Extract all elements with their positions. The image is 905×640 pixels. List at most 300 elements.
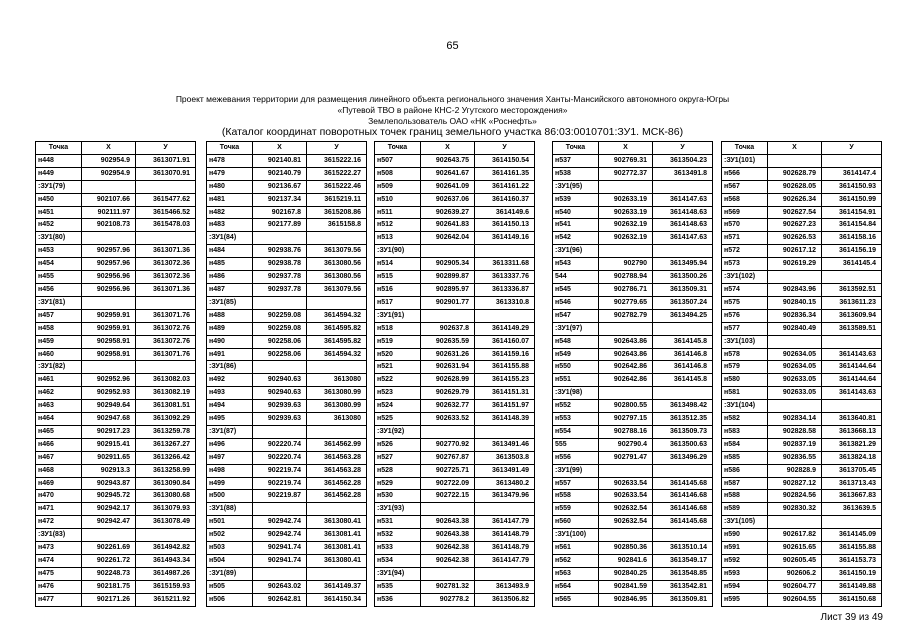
x-cell: 902836.55 bbox=[768, 451, 822, 464]
y-cell: 3614156.19 bbox=[822, 245, 882, 258]
point-cell: н502 bbox=[207, 529, 253, 542]
y-cell bbox=[475, 309, 535, 322]
col-point-header: Точка bbox=[722, 142, 768, 155]
point-cell: :ЗУ1(89) bbox=[207, 567, 253, 580]
x-cell: 902788.16 bbox=[599, 425, 653, 438]
y-cell: 3614943.34 bbox=[136, 555, 196, 568]
x-cell: 902639.27 bbox=[421, 206, 475, 219]
y-cell: 3613072.76 bbox=[136, 322, 196, 335]
y-cell: 3613071.76 bbox=[136, 309, 196, 322]
y-cell bbox=[653, 464, 713, 477]
y-cell: 3614150.34 bbox=[307, 593, 367, 606]
point-cell: н463 bbox=[36, 400, 82, 413]
point-cell: н453 bbox=[36, 245, 82, 258]
y-cell: 3613080.68 bbox=[136, 490, 196, 503]
sheet-counter: Лист 39 из 49 bbox=[820, 612, 883, 623]
y-cell: 3613821.29 bbox=[822, 438, 882, 451]
x-cell: 902837.19 bbox=[768, 438, 822, 451]
point-cell: н523 bbox=[375, 387, 421, 400]
y-cell: 3613542.81 bbox=[653, 580, 713, 593]
point-cell: :ЗУ1(95) bbox=[553, 180, 599, 193]
x-cell: 902605.45 bbox=[768, 555, 822, 568]
y-cell: 3615222.16 bbox=[307, 154, 367, 167]
x-cell: 902778.2 bbox=[421, 593, 475, 606]
x-cell: 902107.66 bbox=[82, 193, 136, 206]
table-row bbox=[36, 232, 196, 245]
point-cell: н483 bbox=[207, 219, 253, 232]
table-row bbox=[375, 400, 535, 413]
point-cell: н490 bbox=[207, 335, 253, 348]
x-cell bbox=[599, 180, 653, 193]
x-cell: 902943.87 bbox=[82, 477, 136, 490]
x-cell: 902167.8 bbox=[253, 206, 307, 219]
table-row bbox=[553, 283, 713, 296]
table-row bbox=[553, 425, 713, 438]
point-cell: н546 bbox=[553, 296, 599, 309]
y-cell: 3613079.93 bbox=[136, 503, 196, 516]
table-row bbox=[722, 361, 882, 374]
y-cell: 3614150.13 bbox=[475, 219, 535, 232]
y-cell: 3614149.88 bbox=[822, 580, 882, 593]
table-row bbox=[207, 271, 367, 284]
table-row bbox=[36, 555, 196, 568]
x-cell: 902261.72 bbox=[82, 555, 136, 568]
point-cell: н565 bbox=[553, 593, 599, 606]
table-row bbox=[207, 193, 367, 206]
table-row bbox=[36, 542, 196, 555]
x-cell: 902642.81 bbox=[253, 593, 307, 606]
table-row bbox=[722, 245, 882, 258]
y-cell: 3613510.14 bbox=[653, 542, 713, 555]
point-cell: :ЗУ1(103) bbox=[722, 335, 768, 348]
x-cell: 902901.77 bbox=[421, 296, 475, 309]
y-cell: 3613266.42 bbox=[136, 451, 196, 464]
table-row bbox=[553, 413, 713, 426]
y-cell: 3614155.88 bbox=[475, 361, 535, 374]
table-row bbox=[722, 567, 882, 580]
table-row bbox=[36, 516, 196, 529]
table-row bbox=[207, 593, 367, 606]
table-row bbox=[722, 438, 882, 451]
table-row bbox=[722, 516, 882, 529]
point-cell: н528 bbox=[375, 464, 421, 477]
table-row bbox=[553, 387, 713, 400]
table-row bbox=[207, 348, 367, 361]
table-row bbox=[36, 193, 196, 206]
x-cell: 902952.93 bbox=[82, 387, 136, 400]
x-cell: 902940.63 bbox=[253, 374, 307, 387]
table-row bbox=[207, 580, 367, 593]
point-cell: н556 bbox=[553, 451, 599, 464]
table-row bbox=[722, 464, 882, 477]
x-cell: 902637.06 bbox=[421, 193, 475, 206]
y-cell: 3613549.17 bbox=[653, 555, 713, 568]
point-cell: н593 bbox=[722, 567, 768, 580]
y-cell bbox=[653, 322, 713, 335]
table-row bbox=[722, 529, 882, 542]
x-cell: 902642.04 bbox=[421, 232, 475, 245]
table-row bbox=[553, 464, 713, 477]
x-cell bbox=[599, 464, 653, 477]
y-cell: 3613090.84 bbox=[136, 477, 196, 490]
table-row bbox=[722, 258, 882, 271]
table-row bbox=[375, 283, 535, 296]
table-row bbox=[375, 503, 535, 516]
table-row bbox=[207, 438, 367, 451]
y-cell: 3614145.68 bbox=[653, 516, 713, 529]
y-cell: 3613494.25 bbox=[653, 309, 713, 322]
table-row bbox=[553, 206, 713, 219]
x-cell: 902641.83 bbox=[421, 219, 475, 232]
x-cell: 902643.38 bbox=[421, 516, 475, 529]
table-row bbox=[553, 438, 713, 451]
point-cell: н561 bbox=[553, 542, 599, 555]
y-cell: 3613071.76 bbox=[136, 348, 196, 361]
table-row bbox=[722, 167, 882, 180]
y-cell: 3613070.91 bbox=[136, 167, 196, 180]
y-cell: 3614159.16 bbox=[475, 348, 535, 361]
y-cell: 3614146.68 bbox=[653, 490, 713, 503]
x-cell: 902937.78 bbox=[253, 283, 307, 296]
point-cell: :ЗУ1(98) bbox=[553, 387, 599, 400]
table-row bbox=[375, 322, 535, 335]
y-cell: 3614161.22 bbox=[475, 180, 535, 193]
table-row bbox=[553, 180, 713, 193]
point-cell: н476 bbox=[36, 580, 82, 593]
point-cell: н506 bbox=[207, 593, 253, 606]
point-cell: н578 bbox=[722, 348, 768, 361]
x-cell: 902895.97 bbox=[421, 283, 475, 296]
x-cell: 902633.52 bbox=[421, 413, 475, 426]
point-cell: н455 bbox=[36, 271, 82, 284]
y-cell bbox=[307, 425, 367, 438]
table-row bbox=[36, 451, 196, 464]
x-cell: 902790 bbox=[599, 258, 653, 271]
point-cell: н570 bbox=[722, 219, 768, 232]
table-row bbox=[207, 154, 367, 167]
col-point-header: Точка bbox=[36, 142, 82, 155]
y-cell: 3613310.8 bbox=[475, 296, 535, 309]
y-cell: 3613480.2 bbox=[475, 477, 535, 490]
point-cell: н562 bbox=[553, 555, 599, 568]
point-cell: н479 bbox=[207, 167, 253, 180]
x-cell: 902782.79 bbox=[599, 309, 653, 322]
x-cell bbox=[768, 400, 822, 413]
y-cell: 3613258.99 bbox=[136, 464, 196, 477]
y-cell bbox=[307, 232, 367, 245]
y-cell: 3614563.28 bbox=[307, 451, 367, 464]
y-cell: 3614562.28 bbox=[307, 490, 367, 503]
point-cell: н493 bbox=[207, 387, 253, 400]
x-cell: 902220.74 bbox=[253, 438, 307, 451]
table-row bbox=[722, 477, 882, 490]
y-cell: 3614594.32 bbox=[307, 309, 367, 322]
point-cell: н470 bbox=[36, 490, 82, 503]
y-cell bbox=[822, 154, 882, 167]
table-row bbox=[553, 555, 713, 568]
x-cell: 902632.77 bbox=[421, 400, 475, 413]
table-row bbox=[553, 400, 713, 413]
point-cell: н458 bbox=[36, 322, 82, 335]
y-cell: 3614154.91 bbox=[822, 206, 882, 219]
point-cell: н563 bbox=[553, 567, 599, 580]
y-cell: 3614145.8 bbox=[653, 335, 713, 348]
header-line-2: «Путевой ТВО в районе КНС-2 Угутского месторождения» bbox=[337, 105, 568, 115]
x-cell: 902634.05 bbox=[768, 348, 822, 361]
point-cell: н582 bbox=[722, 413, 768, 426]
point-cell: н585 bbox=[722, 451, 768, 464]
table-row bbox=[207, 516, 367, 529]
y-cell: 3614148.39 bbox=[475, 413, 535, 426]
col-point-header: Точка bbox=[375, 142, 421, 155]
y-cell: 3614154.84 bbox=[822, 219, 882, 232]
point-cell: н467 bbox=[36, 451, 82, 464]
table-row bbox=[36, 219, 196, 232]
y-cell: 3613639.5 bbox=[822, 503, 882, 516]
x-cell: 902840.25 bbox=[599, 567, 653, 580]
table-row bbox=[375, 374, 535, 387]
x-cell bbox=[421, 309, 475, 322]
table-row bbox=[553, 567, 713, 580]
x-cell bbox=[82, 232, 136, 245]
table-row bbox=[36, 490, 196, 503]
table-row bbox=[36, 245, 196, 258]
y-cell: 3615219.11 bbox=[307, 193, 367, 206]
point-cell: н532 bbox=[375, 529, 421, 542]
table-row bbox=[553, 593, 713, 606]
x-cell: 902641.09 bbox=[421, 180, 475, 193]
point-cell: :ЗУ1(100) bbox=[553, 529, 599, 542]
point-cell: н504 bbox=[207, 555, 253, 568]
y-cell: 3613082.03 bbox=[136, 374, 196, 387]
point-cell: н542 bbox=[553, 232, 599, 245]
point-cell: н496 bbox=[207, 438, 253, 451]
x-cell bbox=[421, 567, 475, 580]
table-row bbox=[207, 322, 367, 335]
table-row bbox=[375, 477, 535, 490]
x-cell: 902947.68 bbox=[82, 413, 136, 426]
coordinate-table-4 bbox=[552, 141, 713, 607]
x-cell: 902772.37 bbox=[599, 167, 653, 180]
table-row bbox=[553, 322, 713, 335]
y-cell: 3613071.36 bbox=[136, 245, 196, 258]
table-row bbox=[375, 542, 535, 555]
y-cell: 3614563.28 bbox=[307, 464, 367, 477]
table-row bbox=[722, 193, 882, 206]
point-cell: н520 bbox=[375, 348, 421, 361]
table-row bbox=[553, 219, 713, 232]
col-x-header: X bbox=[421, 142, 475, 155]
y-cell: 3613071.36 bbox=[136, 283, 196, 296]
y-cell: 3614160.37 bbox=[475, 193, 535, 206]
x-cell: 902913.3 bbox=[82, 464, 136, 477]
col-point-header: Точка bbox=[207, 142, 253, 155]
point-cell: н461 bbox=[36, 374, 82, 387]
point-cell: н482 bbox=[207, 206, 253, 219]
x-cell: 902631.26 bbox=[421, 348, 475, 361]
x-cell: 902945.72 bbox=[82, 490, 136, 503]
point-cell: н572 bbox=[722, 245, 768, 258]
x-cell: 902828.9 bbox=[768, 464, 822, 477]
x-cell bbox=[768, 516, 822, 529]
col-point-header: Точка bbox=[553, 142, 599, 155]
point-cell: н448 bbox=[36, 154, 82, 167]
table-row bbox=[722, 232, 882, 245]
table-header-row bbox=[722, 142, 882, 155]
table-row bbox=[207, 245, 367, 258]
table-row bbox=[375, 425, 535, 438]
x-cell: 902958.91 bbox=[82, 348, 136, 361]
table-row bbox=[375, 593, 535, 606]
point-cell: н573 bbox=[722, 258, 768, 271]
point-cell: н589 bbox=[722, 503, 768, 516]
y-cell bbox=[136, 361, 196, 374]
point-cell: н524 bbox=[375, 400, 421, 413]
y-cell: 3614145.4 bbox=[822, 258, 882, 271]
x-cell bbox=[421, 245, 475, 258]
point-cell: н468 bbox=[36, 464, 82, 477]
y-cell: 3613092.29 bbox=[136, 413, 196, 426]
x-cell: 902959.91 bbox=[82, 322, 136, 335]
y-cell bbox=[307, 296, 367, 309]
x-cell: 902632.54 bbox=[599, 516, 653, 529]
table-row bbox=[722, 503, 882, 516]
y-cell bbox=[653, 387, 713, 400]
x-cell: 902633.19 bbox=[599, 193, 653, 206]
x-cell bbox=[82, 361, 136, 374]
x-cell: 902956.96 bbox=[82, 271, 136, 284]
table-header-row bbox=[207, 142, 367, 155]
y-cell bbox=[475, 503, 535, 516]
y-cell: 3613072.36 bbox=[136, 271, 196, 284]
y-cell: 3613640.81 bbox=[822, 413, 882, 426]
point-cell: н452 bbox=[36, 219, 82, 232]
y-cell: 3613705.45 bbox=[822, 464, 882, 477]
table-row bbox=[207, 335, 367, 348]
x-cell: 902800.55 bbox=[599, 400, 653, 413]
y-cell: 3614150.19 bbox=[822, 567, 882, 580]
y-cell: 3613081.51 bbox=[136, 400, 196, 413]
point-cell: н579 bbox=[722, 361, 768, 374]
point-cell: н592 bbox=[722, 555, 768, 568]
x-cell: 902632.19 bbox=[599, 219, 653, 232]
table-row bbox=[375, 296, 535, 309]
y-cell bbox=[307, 503, 367, 516]
x-cell: 902941.74 bbox=[253, 542, 307, 555]
point-cell: н591 bbox=[722, 542, 768, 555]
table-row bbox=[722, 387, 882, 400]
table-row bbox=[375, 193, 535, 206]
x-cell: 902642.86 bbox=[599, 374, 653, 387]
point-cell: н495 bbox=[207, 413, 253, 426]
y-cell: 3615158.8 bbox=[307, 219, 367, 232]
y-cell: 3614143.63 bbox=[822, 348, 882, 361]
x-cell: 902642.38 bbox=[421, 555, 475, 568]
table-row bbox=[553, 271, 713, 284]
y-cell: 3613072.36 bbox=[136, 258, 196, 271]
x-cell: 902248.73 bbox=[82, 567, 136, 580]
point-cell: н559 bbox=[553, 503, 599, 516]
point-cell: н580 bbox=[722, 374, 768, 387]
point-cell: н492 bbox=[207, 374, 253, 387]
y-cell: 3613267.27 bbox=[136, 438, 196, 451]
point-cell: н464 bbox=[36, 413, 82, 426]
point-cell: :ЗУ1(84) bbox=[207, 232, 253, 245]
x-cell bbox=[82, 529, 136, 542]
point-cell: н474 bbox=[36, 555, 82, 568]
point-cell: н567 bbox=[722, 180, 768, 193]
y-cell bbox=[653, 529, 713, 542]
header-line-3: Землепользователь ОАО «НК «Роснефть» bbox=[368, 116, 537, 126]
y-cell: 3613079.56 bbox=[307, 245, 367, 258]
coordinate-table-1 bbox=[35, 141, 196, 607]
table-row bbox=[36, 309, 196, 322]
table-row bbox=[375, 451, 535, 464]
y-cell: 3613589.51 bbox=[822, 322, 882, 335]
x-cell: 902957.96 bbox=[82, 245, 136, 258]
y-cell bbox=[475, 425, 535, 438]
point-cell: н587 bbox=[722, 477, 768, 490]
x-cell: 902171.26 bbox=[82, 593, 136, 606]
y-cell: 3613506.82 bbox=[475, 593, 535, 606]
x-cell: 902791.47 bbox=[599, 451, 653, 464]
table-row bbox=[553, 542, 713, 555]
table-row bbox=[375, 529, 535, 542]
point-cell: н508 bbox=[375, 167, 421, 180]
y-cell: 3613072.76 bbox=[136, 335, 196, 348]
table-row bbox=[207, 206, 367, 219]
y-cell: 3614144.64 bbox=[822, 361, 882, 374]
y-cell: 3614149.29 bbox=[475, 322, 535, 335]
table-row bbox=[722, 154, 882, 167]
y-cell: 3614145.68 bbox=[653, 477, 713, 490]
point-cell: н517 bbox=[375, 296, 421, 309]
table-row bbox=[207, 529, 367, 542]
point-cell: н566 bbox=[722, 167, 768, 180]
x-cell: 902626.53 bbox=[768, 232, 822, 245]
table-row bbox=[36, 503, 196, 516]
point-cell: н510 bbox=[375, 193, 421, 206]
table-row bbox=[722, 374, 882, 387]
y-cell: 3615478.03 bbox=[136, 219, 196, 232]
point-cell: н531 bbox=[375, 516, 421, 529]
table-row bbox=[375, 567, 535, 580]
table-row bbox=[722, 219, 882, 232]
x-cell: 902788.94 bbox=[599, 271, 653, 284]
x-cell: 902958.91 bbox=[82, 335, 136, 348]
x-cell: 902108.73 bbox=[82, 219, 136, 232]
point-cell: н547 bbox=[553, 309, 599, 322]
x-cell: 902633.54 bbox=[599, 477, 653, 490]
table-row bbox=[722, 542, 882, 555]
table-row bbox=[375, 206, 535, 219]
y-cell: 3614942.82 bbox=[136, 542, 196, 555]
x-cell: 902629.79 bbox=[421, 387, 475, 400]
x-cell: 902828.58 bbox=[768, 425, 822, 438]
y-cell: 3613082.19 bbox=[136, 387, 196, 400]
point-cell: н518 bbox=[375, 322, 421, 335]
point-cell: :ЗУ1(80) bbox=[36, 232, 82, 245]
point-cell: н484 bbox=[207, 245, 253, 258]
point-cell: н583 bbox=[722, 425, 768, 438]
x-cell: 902940.63 bbox=[253, 387, 307, 400]
point-cell: н516 bbox=[375, 283, 421, 296]
x-cell: 902627.54 bbox=[768, 206, 822, 219]
y-cell: 3614595.82 bbox=[307, 335, 367, 348]
point-cell: н549 bbox=[553, 348, 599, 361]
point-cell: н536 bbox=[375, 593, 421, 606]
y-cell: 3613548.85 bbox=[653, 567, 713, 580]
